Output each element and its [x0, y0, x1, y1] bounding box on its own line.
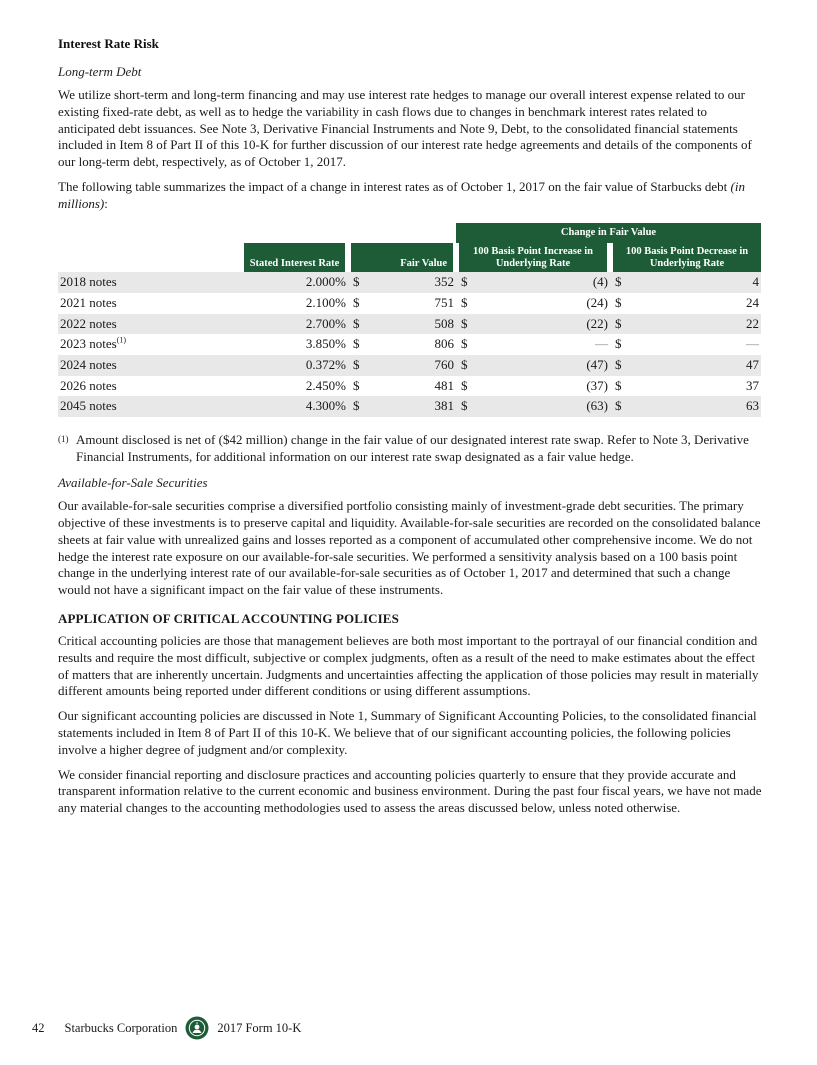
cell-stated-rate: 2.450%	[305, 377, 346, 393]
paragraph-critical-1: Critical accounting policies are those that management believes are both most important to the portrayal of our financial condition and results and require the most difficult, subjective or complex judgments, often as a result of the need to make estimates about the effect of matters that are inherently uncertain. Judgments and uncertainties affecting the application of those policies may result in materially different amounts being reported under different conditions or using different assumptions.	[58, 632, 759, 699]
cell-currency: $	[348, 355, 370, 376]
cell-decrease: 22	[632, 314, 761, 335]
cell-currency: $	[353, 377, 360, 393]
col-header-stated-rate: Stated Interest Rate	[244, 243, 348, 272]
table-body	[58, 272, 761, 417]
paragraph-table-intro	[58, 179, 763, 213]
col-header-increase: 100 Basis Point Increase in Underlying Rate	[456, 243, 610, 272]
cell-currency: $	[610, 396, 632, 417]
cell-currency: $	[348, 272, 370, 293]
row-label-text: 2022 notes	[60, 315, 117, 331]
cell-fair-value: 352	[370, 272, 456, 293]
row-label-text: 2026 notes	[60, 377, 117, 393]
footnote	[58, 431, 763, 465]
cell-stated-rate: 2.100%	[305, 294, 346, 310]
table-row	[58, 314, 761, 335]
row-label-text: 2024 notes	[60, 357, 117, 373]
cell-decrease: 4	[632, 272, 761, 293]
footer-form: 2017 Form 10-K	[217, 1020, 302, 1035]
cell-currency: $	[610, 272, 632, 293]
subhead-long-term-debt: Long-term Debt	[58, 64, 142, 79]
row-label	[58, 334, 244, 355]
table-row	[58, 376, 761, 397]
cell-currency: $	[610, 355, 632, 376]
cell-decrease: 47	[632, 355, 761, 376]
subhead-available-for-sale: Available-for-Sale Securities	[58, 475, 208, 491]
cell-currency: $	[615, 336, 622, 352]
cell-fair-value: 481	[434, 377, 454, 393]
cell-stated-rate: 0.372%	[244, 355, 348, 376]
row-label	[58, 314, 244, 335]
paragraph-critical-2: Our significant accounting policies are discussed in Note 1, Summary of Significant Accounting Policies, to the consolidated financial statements included in Item 8 of Part II of this 10-K. We believe that of our significant accounting policies, the following policies involve a higher degree of judgment and/or complexity.	[58, 708, 757, 757]
cell-currency: $	[456, 272, 476, 293]
cell-increase: (63)	[476, 396, 610, 417]
table-row	[58, 396, 761, 417]
cell-currency: $	[615, 294, 622, 310]
page-number: 42	[32, 1020, 45, 1035]
cell-currency: $	[615, 377, 622, 393]
row-label	[58, 376, 244, 397]
cell-currency: $	[461, 377, 468, 393]
table-row	[58, 272, 761, 293]
cell-fair-value: 751	[434, 294, 454, 310]
cell-currency: $	[348, 314, 370, 335]
cell-decrease: 24	[746, 294, 759, 310]
paragraph-long-term-debt: We utilize short-term and long-term financing and may use interest rate hedges to manage our overall interest expense related to our existing fixed-rate debt, as well as to hedge the variability in cash flows due to changes in benchmark interest rates related to anticipated debt issuances. See Note 3, Derivative Financial Instruments and Note 9, Debt, to the consolidated financial statements included in Item 8 of Part II of this 10-K for further discussion of our interest rate hedge agreements and details of the components of our long-term debt, respectively, as of October 1, 2017.	[58, 87, 752, 170]
row-label-text: 2045 notes	[60, 398, 117, 414]
cell-currency: $	[456, 355, 476, 376]
intro-colon: :	[104, 195, 108, 211]
intro-units: (in millions)	[58, 178, 745, 211]
cell-currency: $	[461, 336, 468, 352]
cell-currency: $	[353, 294, 360, 310]
table-column-header-row	[58, 243, 761, 272]
table-row	[58, 293, 761, 314]
cell-currency: $	[610, 314, 632, 335]
cell-fair-value: 760	[370, 355, 456, 376]
row-label	[58, 293, 244, 314]
table-row	[58, 355, 761, 376]
cell-stated-rate: 2.700%	[244, 314, 348, 335]
row-label	[58, 396, 244, 417]
cell-increase: (4)	[476, 272, 610, 293]
cell-decrease: 63	[632, 396, 761, 417]
table-group-header-row	[58, 223, 761, 244]
cell-currency: $	[456, 396, 476, 417]
document-page	[58, 36, 763, 825]
row-label-text: 2023 notes	[60, 336, 117, 352]
cell-fair-value: 806	[434, 336, 454, 352]
section-heading: Interest Rate Risk	[58, 36, 159, 51]
cell-stated-rate: 2.000%	[244, 272, 348, 293]
cell-stated-rate: 4.300%	[244, 396, 348, 417]
cell-increase: (47)	[476, 355, 610, 376]
cell-increase: (37)	[586, 377, 608, 393]
cell-fair-value: 508	[370, 314, 456, 335]
row-label	[58, 355, 244, 376]
critical-policies-heading: APPLICATION OF CRITICAL ACCOUNTING POLICIES	[58, 610, 399, 626]
cell-fair-value: 381	[370, 396, 456, 417]
cell-currency: $	[461, 294, 468, 310]
paragraph-critical-3: We consider financial reporting and disclosure practices and accounting policies quarterly to ensure that they provide accurate and transparent information relative to the current economic and business environment. During the past four fiscal years, we have not made any material changes to the accounting methodologies used to assess the areas discussed below, unless noted otherwise.	[58, 766, 762, 816]
page-footer	[32, 1016, 301, 1040]
cell-decrease: —	[746, 336, 759, 352]
row-label	[58, 272, 244, 293]
footnote-text: Amount disclosed is net of ($42 million) change in the fair value of our designated interest rate swap. Refer to Note 3, Derivative Financial Instruments, for additional information on our interest rate swap designated as a fair value hedge.	[76, 432, 749, 465]
footnote-mark: (1)	[58, 434, 69, 445]
row-label-footnote-ref: (1)	[116, 336, 127, 346]
cell-increase: (22)	[476, 314, 610, 335]
col-header-decrease: 100 Basis Point Decrease in Underlying Rate	[610, 243, 761, 272]
cell-increase: (24)	[586, 294, 608, 310]
footer-company: Starbucks Corporation	[64, 1020, 178, 1035]
starbucks-logo-icon	[185, 1016, 209, 1040]
intro-text: The following table summarizes the impact of a change in interest rates as of October 1, 2017 on the fair value of Starbucks debt	[58, 178, 731, 194]
paragraph-available-for-sale: Our available-for-sale securities comprise a diversified portfolio consisting mainly of investment-grade debt securities. The primary objective of these investments is to preserve capital and liquidity. Available-for-sale securities are recorded on the consolidated balance sheets at fair value with unrealized gains and losses reported as a component of accumulated other comprehensive income. We do not hedge the interest rate exposure on our available-for-sale securities. We performed a sensitivity analysis based on a 100 basis point change in the underlying interest rate of our available-for-sale securities as of October 1, 2017 and determined that such a change would not have a significant impact on the fair value of these instruments.	[58, 498, 761, 598]
cell-decrease: 37	[746, 377, 759, 393]
col-header-fair-value: Fair Value	[348, 243, 456, 272]
cell-currency: $	[353, 336, 360, 352]
cell-stated-rate: 3.850%	[305, 336, 346, 352]
cell-currency: $	[456, 314, 476, 335]
row-label-text: 2021 notes	[60, 294, 117, 310]
table-row	[58, 334, 761, 355]
change-in-fair-value-header: Change in Fair Value	[456, 223, 761, 244]
cell-currency: $	[348, 396, 370, 417]
cell-increase: —	[595, 336, 608, 352]
row-label-text: 2018 notes	[60, 274, 117, 290]
interest-rate-table	[58, 223, 761, 418]
